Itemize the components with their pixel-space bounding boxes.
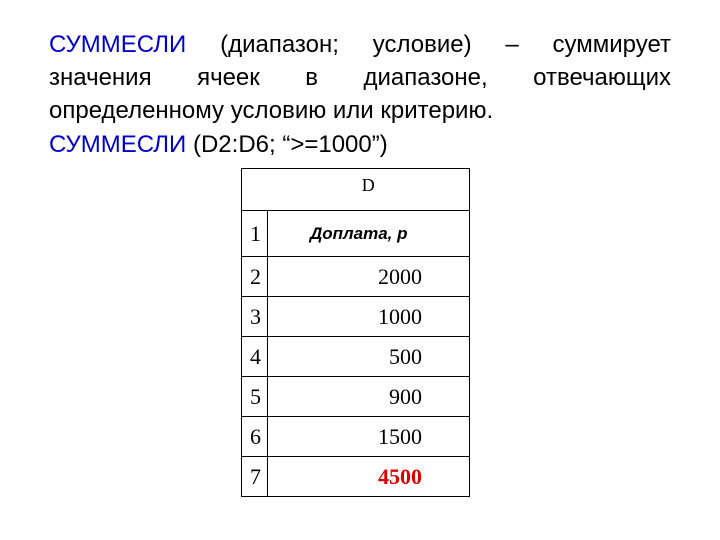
total-value-cell[interactable]: 4500 xyxy=(268,457,470,497)
column-label-cell[interactable]: Доплата, р xyxy=(268,211,470,257)
value-cell[interactable]: 2000 xyxy=(268,257,470,297)
description-text: (диапазон; условие) – суммирует значения ячеек в диапазоне, отвечающих определенному условию или критерию. xyxy=(49,31,671,124)
spreadsheet-table xyxy=(241,168,470,497)
function-name: СУММЕСЛИ xyxy=(49,31,187,58)
table-row xyxy=(242,417,470,457)
value-cell[interactable]: 500 xyxy=(268,337,470,377)
row-number[interactable]: 7 xyxy=(242,457,268,497)
row-number[interactable]: 5 xyxy=(242,377,268,417)
column-header-d[interactable]: D xyxy=(268,169,470,211)
value-cell[interactable]: 1500 xyxy=(268,417,470,457)
value-cell[interactable]: 1000 xyxy=(268,297,470,337)
row-number[interactable]: 2 xyxy=(242,257,268,297)
example-args: (D2:D6; “>=1000”) xyxy=(186,131,388,158)
row-number[interactable]: 6 xyxy=(242,417,268,457)
example-function-name: СУММЕСЛИ xyxy=(49,131,187,158)
row-number[interactable]: 4 xyxy=(242,337,268,377)
value-cell[interactable]: 900 xyxy=(268,377,470,417)
row-number[interactable]: 1 xyxy=(242,211,268,257)
column-header-row xyxy=(242,169,470,211)
table-row xyxy=(242,457,470,497)
function-description xyxy=(49,28,671,127)
table-row xyxy=(242,257,470,297)
table-row xyxy=(242,297,470,337)
table-row xyxy=(242,377,470,417)
table-row xyxy=(242,337,470,377)
table-row xyxy=(242,211,470,257)
corner-cell xyxy=(242,169,268,211)
row-number[interactable]: 3 xyxy=(242,297,268,337)
formula-example xyxy=(49,128,388,161)
